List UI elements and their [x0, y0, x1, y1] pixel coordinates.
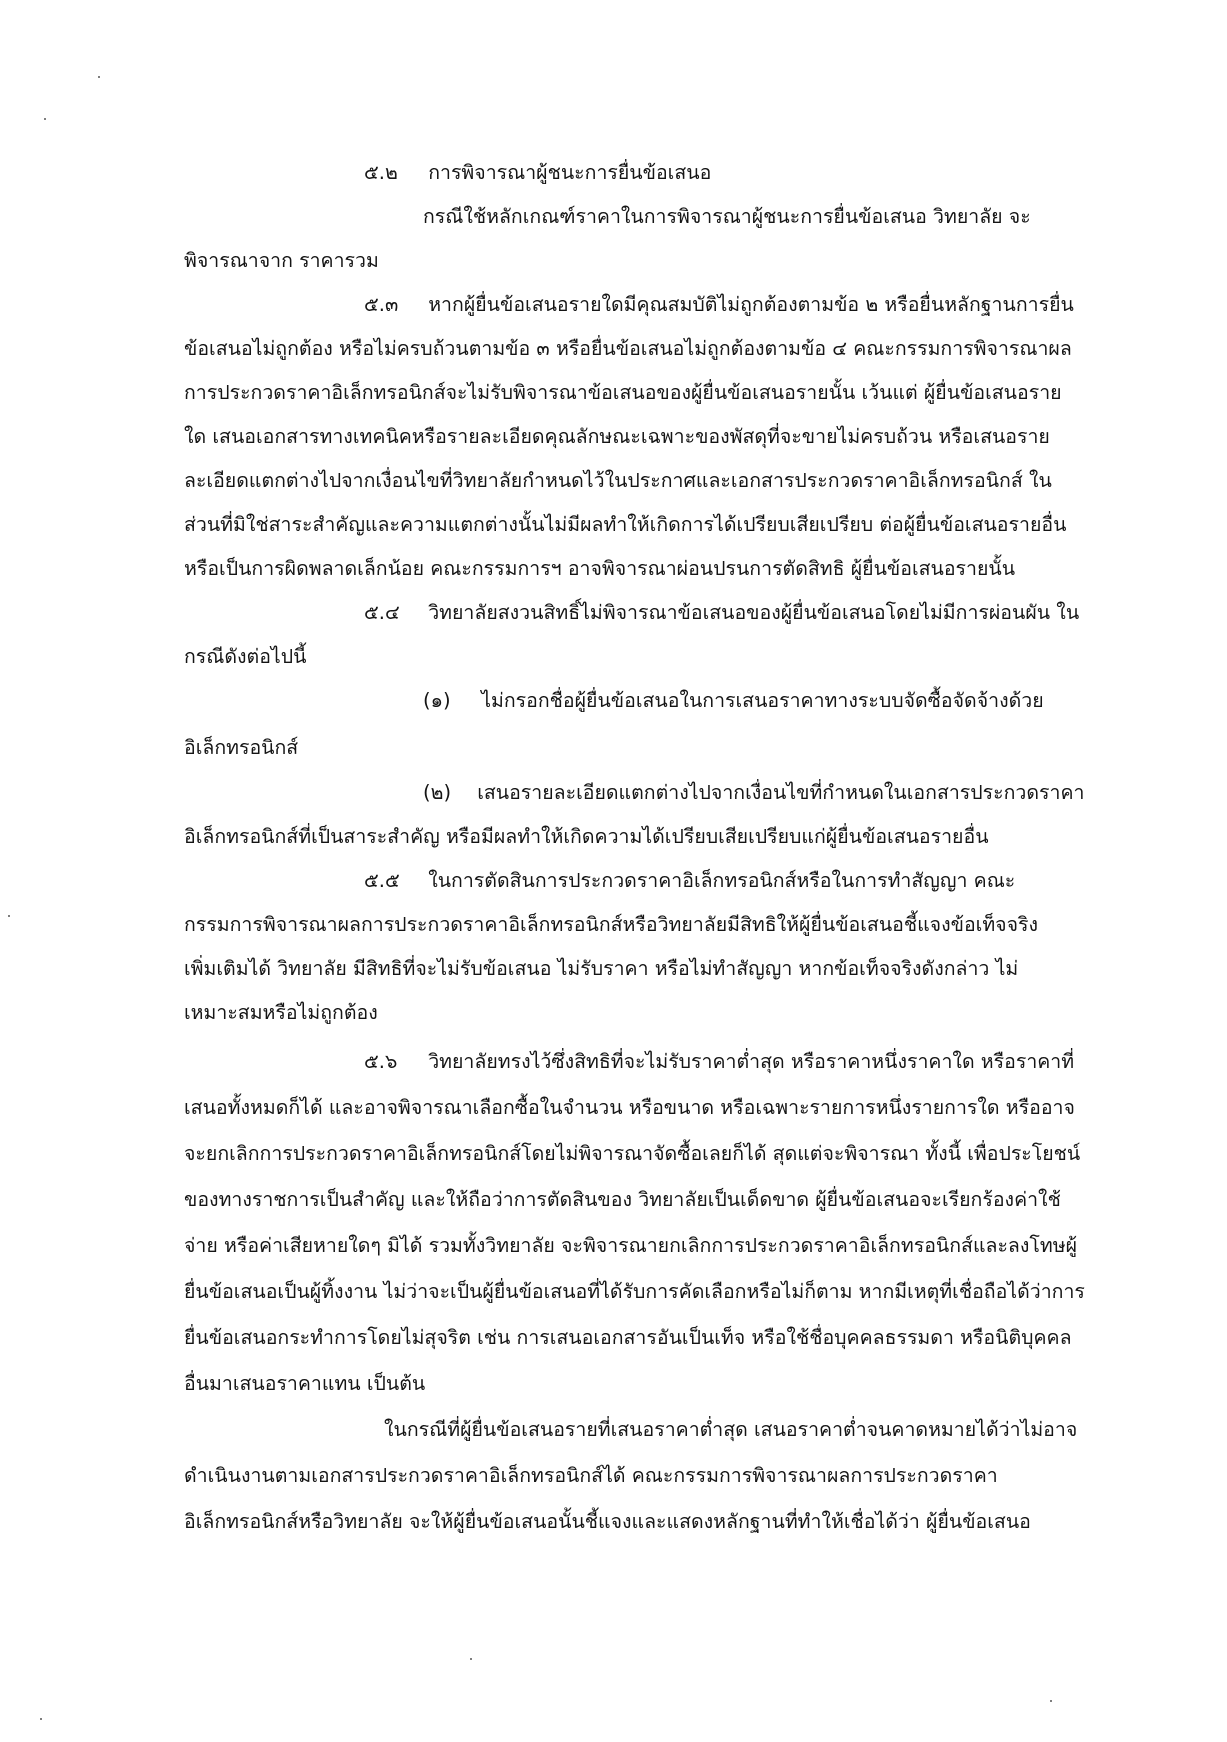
paragraph-line: อิเล็กทรอนิกส์ — [184, 736, 299, 759]
section-number: ๕.๔ — [364, 601, 400, 624]
section-5-2-heading — [364, 158, 711, 188]
section-5-3-first-line — [364, 290, 1074, 320]
scan-speck — [1050, 1700, 1052, 1702]
scan-speck — [470, 1658, 472, 1660]
paragraph-line: ไม่กรอกชื่อผู้ยื่นข้อเสนอในการเสนอราคาทางระบบจัดซื้อจัดจ้างด้วย — [481, 689, 1044, 712]
paragraph-line: หรือเป็นการผิดพลาดเล็กน้อย คณะกรรมการฯ อาจพิจารณาผ่อนปรนการตัดสิทธิ ผู้ยื่นข้อเสนอรายนั้น — [184, 557, 1016, 580]
paragraph-line: เหมาะสมหรือไม่ถูกต้อง — [184, 1001, 378, 1024]
paragraph-line: ใด เสนอเอกสารทางเทคนิคหรือรายละเอียดคุณลักษณะเฉพาะของพัสดุที่จะขายไม่ครบถ้วน หรือเสนอราย — [184, 425, 1050, 448]
section-number: ๕.๒ — [364, 161, 398, 184]
section-number: ๕.๓ — [364, 293, 399, 316]
item-1-first-line — [423, 686, 1044, 716]
paragraph-line: ข้อเสนอไม่ถูกต้อง หรือไม่ครบถ้วนตามข้อ ๓ หรือยื่นข้อเสนอไม่ถูกต้องตามข้อ ๔ คณะกรรมการพิจารณาผล — [184, 337, 1072, 360]
paragraph-line: จ่าย หรือค่าเสียหายใดๆ มิได้ รวมทั้งวิทยาลัย จะพิจารณายกเลิกการประกวดราคาอิเล็กทรอนิกส์และลงโทษผู้ — [184, 1234, 1078, 1257]
paragraph-line: ยื่นข้อเสนอเป็นผู้ทิ้งงาน ไม่ว่าจะเป็นผู้ยื่นข้อเสนอที่ได้รับการคัดเลือกหรือไม่ก็ตาม หากมีเหตุที่เชื่อถือได้ว่าการ — [184, 1280, 1085, 1303]
paragraph-line: ในการตัดสินการประกวดราคาอิเล็กทรอนิกส์หรือในการทำสัญญา คณะ — [428, 869, 1016, 892]
section-number: ๕.๕ — [364, 869, 400, 892]
section-5-4-first-line — [364, 598, 1079, 628]
item-2-first-line — [423, 778, 1084, 808]
paragraph-line: พิจารณาจาก ราคารวม — [184, 249, 379, 272]
scan-speck — [44, 118, 46, 120]
item-number: (๒) — [423, 781, 452, 804]
paragraph-line: เสนอทั้งหมดก็ได้ และอาจพิจารณาเลือกซื้อในจำนวน หรือขนาด หรือเฉพาะรายการหนึ่งรายการใด หรืออาจ — [184, 1096, 1075, 1119]
paragraph-line: กรณีใช้หลักเกณฑ์ราคาในการพิจารณาผู้ชนะการยื่นข้อเสนอ วิทยาลัย จะ — [423, 205, 1031, 228]
paragraph-line: ดำเนินงานตามเอกสารประกวดราคาอิเล็กทรอนิกส์ได้ คณะกรรมการพิจารณาผลการประกวดราคา — [184, 1464, 998, 1487]
paragraph-line: ส่วนที่มิใช่สาระสำคัญและความแตกต่างนั้นไม่มีผลทำให้เกิดการได้เปรียบเสียเปรียบ ต่อผู้ยื่นข้อเสนอรายอื่น — [184, 513, 1067, 536]
section-5-5-first-line — [364, 866, 1015, 896]
paragraph-line: จะยกเลิกการประกวดราคาอิเล็กทรอนิกส์โดยไม่พิจารณาจัดซื้อเลยก็ได้ สุดแต่จะพิจารณา ทั้งนี้ เพื่อประโยชน์ — [184, 1142, 1081, 1165]
paragraph-line: เพิ่มเติมได้ วิทยาลัย มีสิทธิที่จะไม่รับข้อเสนอ ไม่รับราคา หรือไม่ทำสัญญา หากข้อเท็จจริงดังกล่าว ไม่ — [184, 957, 1019, 980]
paragraph-line: อิเล็กทรอนิกส์ที่เป็นสาระสำคัญ หรือมีผลทำให้เกิดความได้เปรียบเสียเปรียบแก่ผู้ยื่นข้อเสนอรายอื่น — [184, 825, 989, 848]
paragraph-line: กรณีดังต่อไปนี้ — [184, 645, 307, 668]
scan-speck — [8, 915, 10, 917]
paragraph-line: ละเอียดแตกต่างไปจากเงื่อนไขที่วิทยาลัยกำหนดไว้ในประกาศและเอกสารประกวดราคาอิเล็กทรอนิกส์ ใน — [184, 469, 1052, 492]
section-title: การพิจารณาผู้ชนะการยื่นข้อเสนอ — [428, 161, 712, 184]
paragraph-line: วิทยาลัยทรงไว้ซึ่งสิทธิที่จะไม่รับราคาต่ำสุด หรือราคาหนึ่งราคาใด หรือราคาที่ — [428, 1050, 1075, 1073]
paragraph-line: ในกรณีที่ผู้ยื่นข้อเสนอรายที่เสนอราคาต่ำสุด เสนอราคาต่ำจนคาดหมายได้ว่าไม่อาจ — [384, 1418, 1078, 1441]
item-number: (๑) — [423, 689, 451, 712]
paragraph-line: หากผู้ยื่นข้อเสนอรายใดมีคุณสมบัติไม่ถูกต้องตามข้อ ๒ หรือยื่นหลักฐานการยื่น — [428, 293, 1074, 316]
section-number: ๕.๖ — [364, 1050, 398, 1073]
paragraph-line: การประกวดราคาอิเล็กทรอนิกส์จะไม่รับพิจารณาข้อเสนอของผู้ยื่นข้อเสนอรายนั้น เว้นแต่ ผู้ยื่นข้อเสนอราย — [184, 381, 1062, 404]
paragraph-line: วิทยาลัยสงวนสิทธิ์ไม่พิจารณาข้อเสนอของผู้ยื่นข้อเสนอโดยไม่มีการผ่อนผัน ใน — [428, 601, 1080, 624]
paragraph-line: อื่นมาเสนอราคาแทน เป็นต้น — [184, 1372, 426, 1395]
paragraph-line: กรรมการพิจารณาผลการประกวดราคาอิเล็กทรอนิกส์หรือวิทยาลัยมีสิทธิให้ผู้ยื่นข้อเสนอชี้แจงข้อเท็จจริง — [184, 913, 1039, 936]
paragraph-line: ของทางราชการเป็นสำคัญ และให้ถือว่าการตัดสินของ วิทยาลัยเป็นเด็ดขาด ผู้ยื่นข้อเสนอจะเรียกร้องค่าใช้ — [184, 1188, 1061, 1211]
paragraph-line: เสนอรายละเอียดแตกต่างไปจากเงื่อนไขที่กำหนดในเอกสารประกวดราคา — [477, 781, 1085, 804]
paragraph-line: อิเล็กทรอนิกส์หรือวิทยาลัย จะให้ผู้ยื่นข้อเสนอนั้นชี้แจงและแสดงหลักฐานที่ทำให้เชื่อได้ว่า ผู้ยื่นข้อเสนอ — [184, 1510, 1031, 1533]
section-5-6-first-line — [364, 1047, 1074, 1077]
scan-speck — [98, 76, 100, 78]
paragraph-line: ยื่นข้อเสนอกระทำการโดยไม่สุจริต เช่น การเสนอเอกสารอันเป็นเท็จ หรือใช้ชื่อบุคคลธรรมดา หรือนิติบุคคล — [184, 1326, 1072, 1349]
scan-speck — [40, 1718, 42, 1720]
